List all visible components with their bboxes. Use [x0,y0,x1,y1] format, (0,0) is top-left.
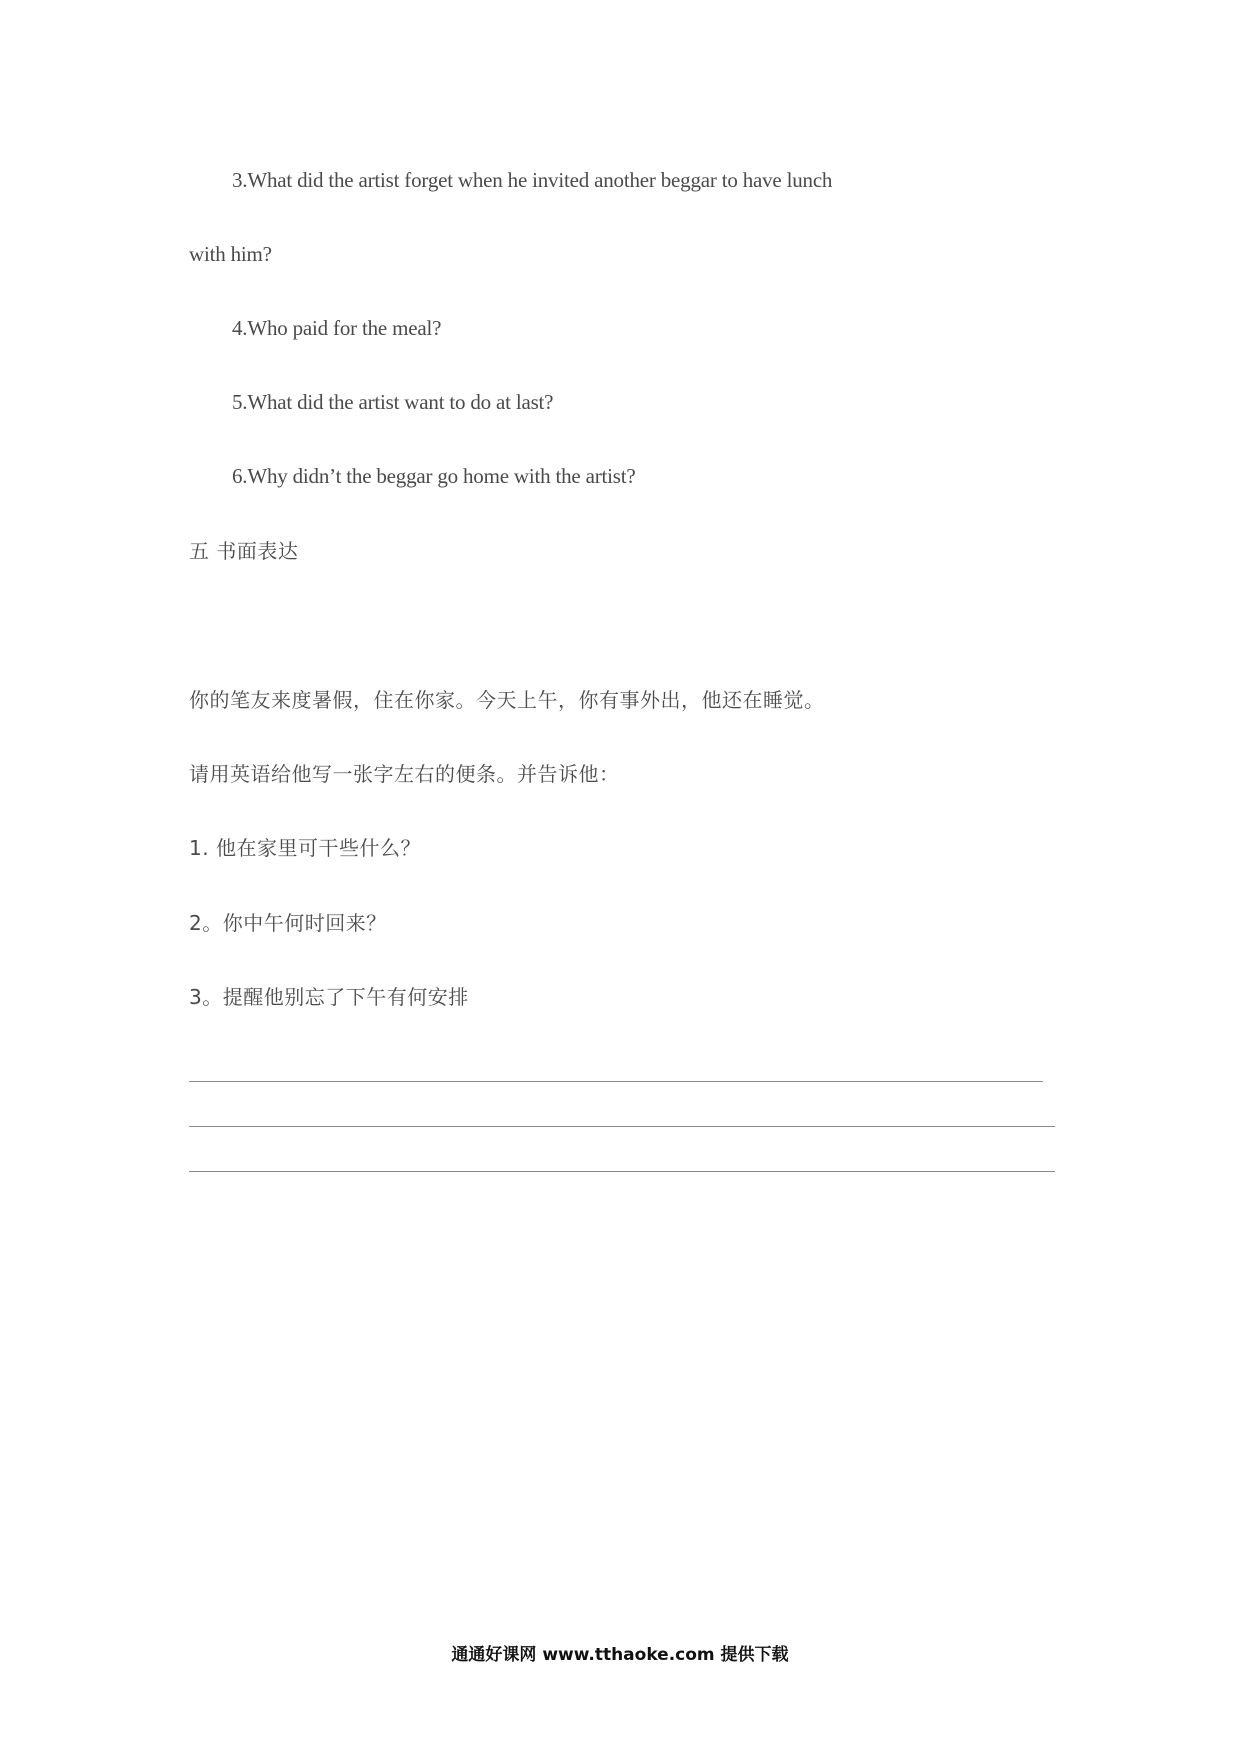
answer-line-2 [189,1126,1055,1127]
question-3-line-1: 3.What did the artist forget when he invited another beggar to have lunch [232,168,833,192]
writing-point-1: 1. 他在家里可干些什么？ [189,836,421,860]
writing-prompt-line-2: 请用英语给他写一张字左右的便条。并告诉他： [189,762,620,786]
page-footer: 通通好课网 www.tthaoke.com 提供下载 [451,1645,789,1665]
writing-point-3: 3。提醒他别忘了下午有何安排 [189,985,469,1009]
writing-point-2: 2。你中午何时回来？ [189,911,387,935]
writing-prompt-line-1: 你的笔友来度暑假，住在你家。今天上午，你有事外出，他还在睡觉。 [189,688,825,712]
answer-line-3 [189,1171,1055,1172]
question-4: 4.Who paid for the meal? [232,316,442,340]
question-5: 5.What did the artist want to do at last? [232,390,554,414]
question-3-line-2: with him? [189,242,272,266]
section-five-title: 五 书面表达 [189,539,299,563]
answer-line-1 [189,1081,1043,1082]
question-6: 6.Why didn’t the beggar go home with the artist? [232,464,636,488]
